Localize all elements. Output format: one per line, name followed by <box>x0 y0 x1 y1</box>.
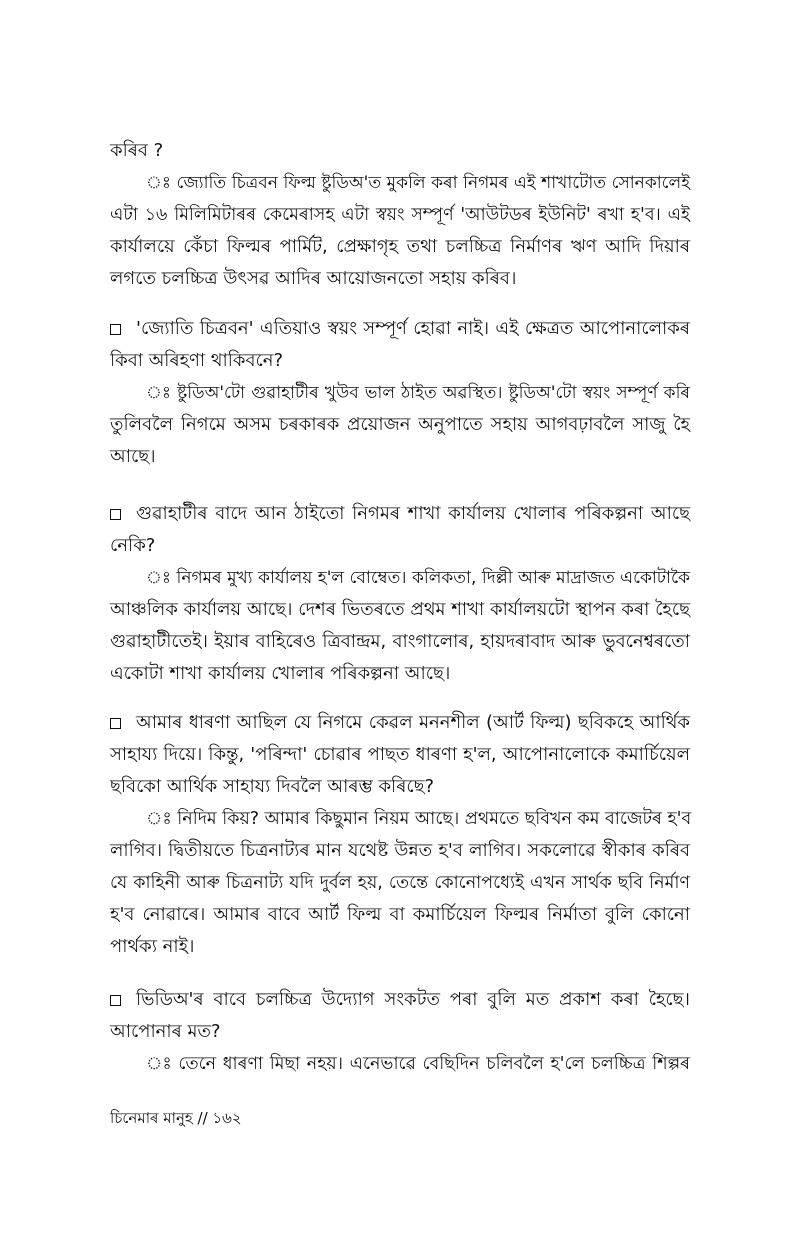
question-line: সাহায্য দিয়ে। কিন্তু, 'পৰিন্দা' চোৱাৰ পাছত ধাৰণা হ'ল, আপোনালোকে কমাৰ্চিয়েল <box>110 744 690 765</box>
answer-line: কাৰ্যালয়ে কেঁচা ফিল্মৰ পাৰ্মিট, প্ৰেক্ষাগৃহ তথা চলচ্চিত্ৰ নিৰ্মাণৰ ঋণ আদি দিয়াৰ <box>110 236 690 257</box>
answer-line: গুৱাহাটীতেই। ইয়াৰ বাহিৰেও ত্ৰিবান্দ্ৰম, বাংগালোৰ, হায়দৰাবাদ আৰু ভুবনেশ্বৰতো <box>110 631 690 652</box>
question-line: নেকি? <box>110 535 156 556</box>
answer-line: ঃ নিদিম কিয়? আমাৰ কিছুমান নিয়ম আছে। প্ৰথমতে ছবিখন কম বাজেটৰ হ'ব <box>146 809 692 829</box>
answer-line: ঃ ষ্টুডিঅ'টো গুৱাহাটীৰ খুউব ভাল ঠাইত অৱস্থিত। ষ্টুডিঅ'টো স্বয়ং সম্পূৰ্ণ কৰি <box>146 383 690 403</box>
answer-line: তুলিবলৈ নিগমে অসম চৰকাৰক প্ৰয়োজন অনুপাতে সহায় আগবঢ়াবলৈ সাজু হৈ <box>110 414 690 435</box>
question-line: কিবা অৰিহণা থাকিবনে? <box>110 350 284 371</box>
question-line: 'জ্যোতি চিত্ৰবন' এতিয়াও স্বয়ং সম্পূৰ্ণ হোৱা নাই। এই ক্ষেত্ৰত আপোনালোকৰ <box>136 318 690 339</box>
answer-line: আছে। <box>110 446 156 467</box>
question-line: গুৱাহাটীৰ বাদে আন ঠাইতো নিগমৰ শাখা কাৰ্যালয় খোলাৰ পৰিকল্পনা আছে <box>136 503 690 524</box>
answer-line: পাৰ্থক্য নাই। <box>110 936 195 957</box>
question-line: আমাৰ ধাৰণা আছিল যে নিগমে কেৱল মননশীল (আৰ্ট ফিল্ম) ছবিকহে আৰ্থিক <box>136 712 690 733</box>
answer-line: হ'ব নোৱাৰে। আমাৰ বাবে আৰ্ট ফিল্ম বা কমাৰ্চিয়েল ফিল্মৰ নিৰ্মাতা বুলি কোনো <box>110 904 690 925</box>
question-line: আপোনাৰ মত? <box>110 1021 221 1042</box>
answer-line: ঃ জ্যোতি চিত্ৰবন ফিল্ম ষ্টুডিঅ'ত মুকলি কৰা নিগমৰ এই শাখাটোত সোনকালেই <box>146 173 690 193</box>
answer-line: ঃ তেনে ধাৰণা মিছা নহয়। এনেভাৱে বেছিদিন চলিবলৈ হ'লে চলচ্চিত্ৰ শিল্পৰ <box>146 1054 690 1074</box>
answer-line: যে কাহিনী আৰু চিত্ৰনাট্য যদি দুৰ্বল হয়, তেন্তে কোনোপধ্যেই এখন সাৰ্থক ছবি নিৰ্মাণ <box>110 873 690 893</box>
answer-line: আঞ্চলিক কাৰ্যালয় আছে। দেশৰ ভিতৰতে প্ৰথম শাখা কাৰ্যালয়টো স্থাপন কৰা হৈছে <box>110 599 690 620</box>
answer-line: এটা ১৬ মিলিমিটাৰৰ কেমেৰাসহ এটা স্বয়ং সম্পূৰ্ণ 'আউটডৰ ইউনিট' ৰখা হ'ব। এই <box>110 205 690 225</box>
question-box-icon <box>110 718 121 729</box>
question-line: ছবিকো আৰ্থিক সাহায্য দিবলৈ আৰম্ভ কৰিছে? <box>110 776 435 797</box>
answer-line: লগতে চলচ্চিত্ৰ উৎসৱ আদিৰ আয়োজনতো সহায় কৰিব। <box>110 268 517 289</box>
opening-question-tail: কৰিব ? <box>110 140 164 161</box>
question-box-icon <box>110 509 121 520</box>
answer-line: একোটা শাখা কাৰ্যালয় খোলাৰ পৰিকল্পনা আছে। <box>110 663 451 684</box>
question-line: ভিডিঅ'ৰ বাবে চলচ্চিত্ৰ উদ্যোগ সংকটত পৰা বুলি মত প্ৰকাশ কৰা হৈছে। <box>136 989 690 1010</box>
question-box-icon <box>110 324 121 335</box>
question-box-icon <box>110 995 121 1006</box>
page-footer: চিনেমাৰ মানুহ // ১৬২ <box>110 1109 242 1127</box>
answer-line: ঃ নিগমৰ মুখ্য কাৰ্যালয় হ'ল বোম্বেত। কলিকতা, দিল্লী আৰু মাদ্ৰাজত একোটাকৈ <box>146 568 690 588</box>
answer-line: লাগিব। দ্বিতীয়তে চিত্ৰনাট্যৰ মান যথেষ্ট উন্নত হ'ব লাগিব। সকলোৱে স্বীকাৰ কৰিব <box>110 840 690 861</box>
